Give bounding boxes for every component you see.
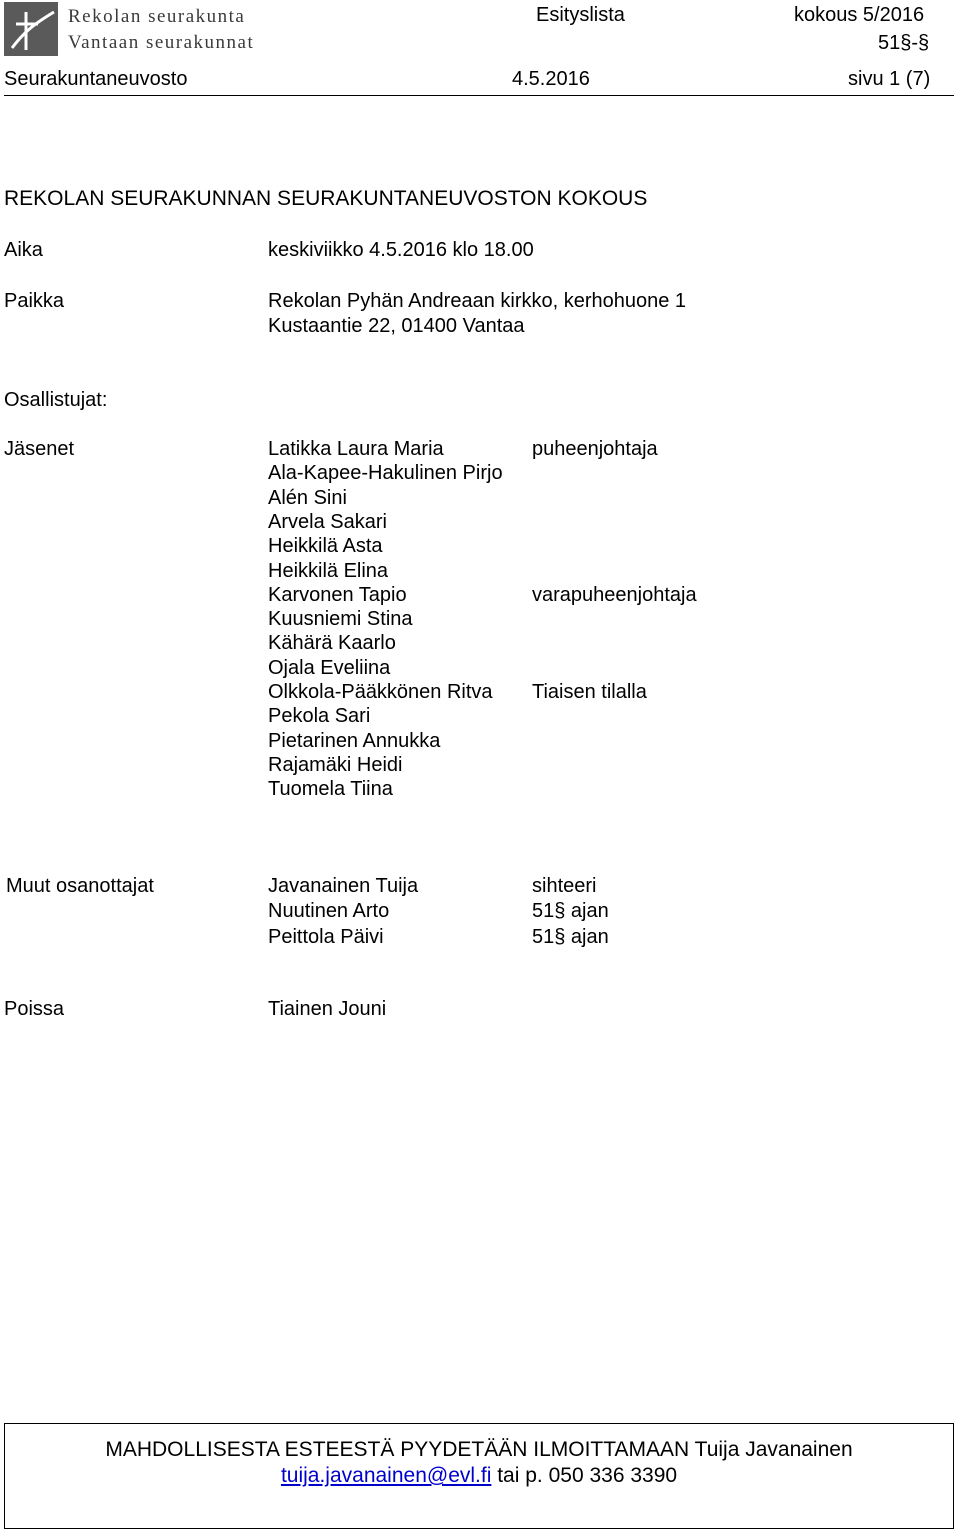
- member-name: Heikkilä Elina: [268, 560, 389, 582]
- absent-name: Tiainen Jouni: [268, 998, 387, 1020]
- member-name: Heikkilä Asta: [268, 535, 383, 557]
- organ-name: Seurakuntaneuvosto: [4, 68, 188, 90]
- cross-emblem-icon: [4, 2, 60, 58]
- header-divider: [4, 95, 954, 96]
- member-name: Karvonen Tapio: [268, 584, 407, 606]
- member-role: Tiaisen tilalla: [532, 681, 647, 703]
- church-logo: [4, 2, 304, 58]
- member-name: Tuomela Tiina: [268, 778, 393, 800]
- email-link[interactable]: tuija.javanainen@evl.fi: [280, 1464, 492, 1487]
- member-name: Kähärä Kaarlo: [268, 632, 396, 654]
- member-role: varapuheenjohtaja: [532, 584, 697, 606]
- participant-role: sihteeri: [532, 875, 597, 897]
- page-number: sivu 1 (7): [848, 68, 931, 90]
- notice-contact: [5, 1464, 953, 1488]
- member-name: Ojala Eveliina: [268, 657, 391, 679]
- place-line-1: Rekolan Pyhän Andreaan kirkko, kerhohuone 1: [268, 290, 687, 312]
- participant-role: 51§ ajan: [532, 926, 609, 948]
- member-role: puheenjohtaja: [532, 438, 658, 460]
- logo-line-2: Vantaan seurakunnat: [68, 32, 255, 53]
- meeting-date: 4.5.2016: [512, 68, 590, 90]
- member-name: Arvela Sakari: [268, 511, 387, 533]
- sections-range: 51§-§: [878, 32, 930, 54]
- place-label: Paikka: [4, 290, 65, 312]
- notice-text: MAHDOLLISESTA ESTEESTÄ PYYDETÄÄN ILMOITTAMAAN Tuija Javanainen: [105, 1438, 853, 1461]
- member-name: Pekola Sari: [268, 705, 371, 727]
- participant-name: Nuutinen Arto: [268, 900, 390, 922]
- attendees-label: Osallistujat:: [4, 389, 108, 411]
- members-label: Jäsenet: [4, 438, 75, 460]
- participant-role: 51§ ajan: [532, 900, 609, 922]
- member-name: Ala-Kapee-Hakulinen Pirjo: [268, 462, 503, 484]
- phone-text: tai p. 050 336 3390: [491, 1464, 678, 1487]
- logo-line-1: Rekolan seurakunta: [68, 6, 246, 27]
- page-title: REKOLAN SEURAKUNNAN SEURAKUNTANEUVOSTON KOKOUS: [4, 187, 648, 210]
- member-name: Kuusniemi Stina: [268, 608, 413, 630]
- others-label: Muut osanottajat: [6, 875, 154, 897]
- member-name: Olkkola-Pääkkönen Ritva: [268, 681, 493, 703]
- member-name: Rajamäki Heidi: [268, 754, 403, 776]
- member-name: Alén Sini: [268, 487, 347, 509]
- time-label: Aika: [4, 239, 43, 261]
- time-value: keskiviikko 4.5.2016 klo 18.00: [268, 239, 534, 261]
- absent-label: Poissa: [4, 998, 65, 1020]
- member-name: Latikka Laura Maria: [268, 438, 444, 460]
- member-name: Pietarinen Annukka: [268, 730, 441, 752]
- notice-box: [4, 1423, 954, 1529]
- meeting-number: kokous 5/2016: [794, 4, 925, 26]
- doc-type: Esityslista: [536, 4, 625, 26]
- participant-name: Peittola Päivi: [268, 926, 384, 948]
- participant-name: Javanainen Tuija: [268, 875, 419, 897]
- place-line-2: Kustaantie 22, 01400 Vantaa: [268, 315, 525, 337]
